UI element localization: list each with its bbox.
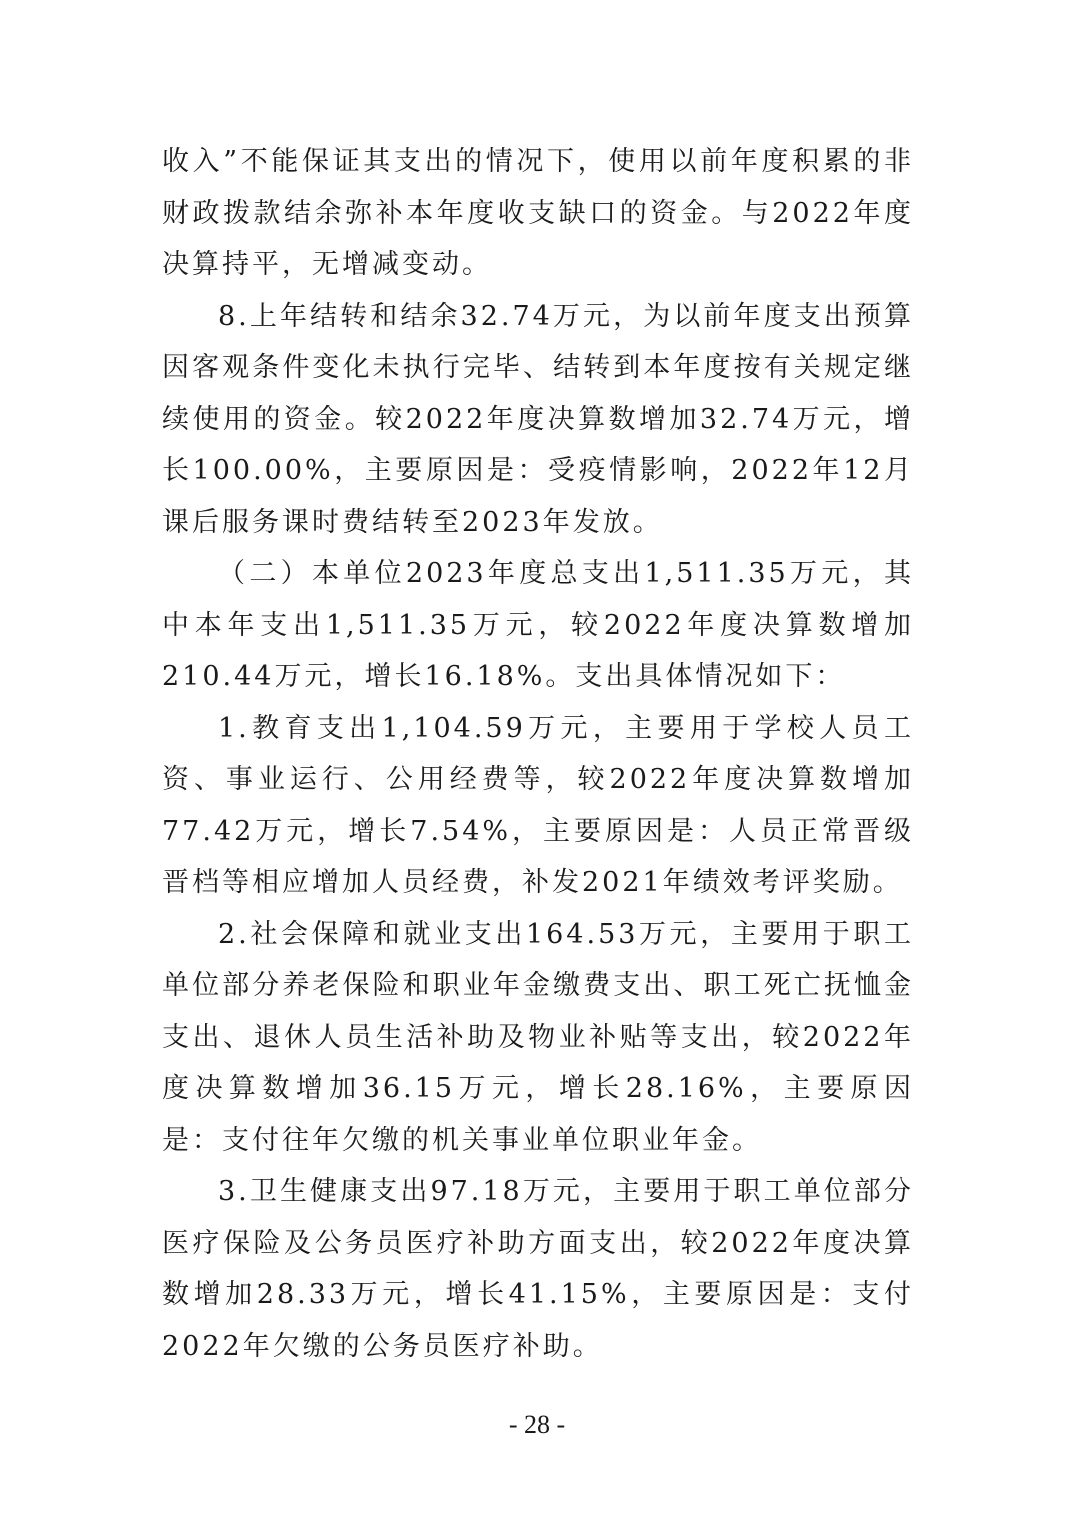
paragraph-social-security-expenditure: 2.社会保障和就业支出164.53万元，主要用于职工单位部分养老保险和职业年金缴费支出、职工死亡抚恤金支出、退休人员生活补助及物业补贴等支出，较2022年度决算数增加36.15万元，增长28.16%，主要原因是：支付往年欠缴的机关事业单位职业年金。 — [162, 918, 914, 1156]
paragraph-carryover-balance: 8.上年结转和结余32.74万元，为以前年度支出预算因客观条件变化未执行完毕、结转到本年度按有关规定继续使用的资金。较2022年度决算数增加32.74万元，增长100.00%，主要原因是：受疫情影响，2022年12月课后服务课时费结转至2023年发放。 — [162, 300, 914, 538]
paragraph-education-expenditure: 1.教育支出1,104.59万元，主要用于学校人员工资、事业运行、公用经费等，较2022年度决算数增加77.42万元，增长7.54%，主要原因是：人员正常晋级晋档等相应增加人员经费，补发2021年绩效考评奖励。 — [162, 712, 914, 898]
page-number: - 28 - — [508, 1410, 566, 1439]
body-text — [162, 136, 914, 1372]
paragraph-total-expenditure: （二）本单位2023年度总支出1,511.35万元，其中本年支出1,511.35万元，较2022年度决算数增加210.44万元，增长16.18%。支出具体情况如下： — [162, 558, 914, 692]
paragraph-health-expenditure: 3.卫生健康支出97.18万元，主要用于职工单位部分医疗保险及公务员医疗补助方面支出，较2022年度决算数增加28.33万元，增长41.15%，主要原因是：支付2022年欠缴的公务员医疗补助。 — [162, 1176, 914, 1362]
paragraph-income-continued: 收入”不能保证其支出的情况下，使用以前年度积累的非财政拨款结余弥补本年度收支缺口的资金。与2022年度决算持平，无增减变动。 — [162, 146, 914, 280]
